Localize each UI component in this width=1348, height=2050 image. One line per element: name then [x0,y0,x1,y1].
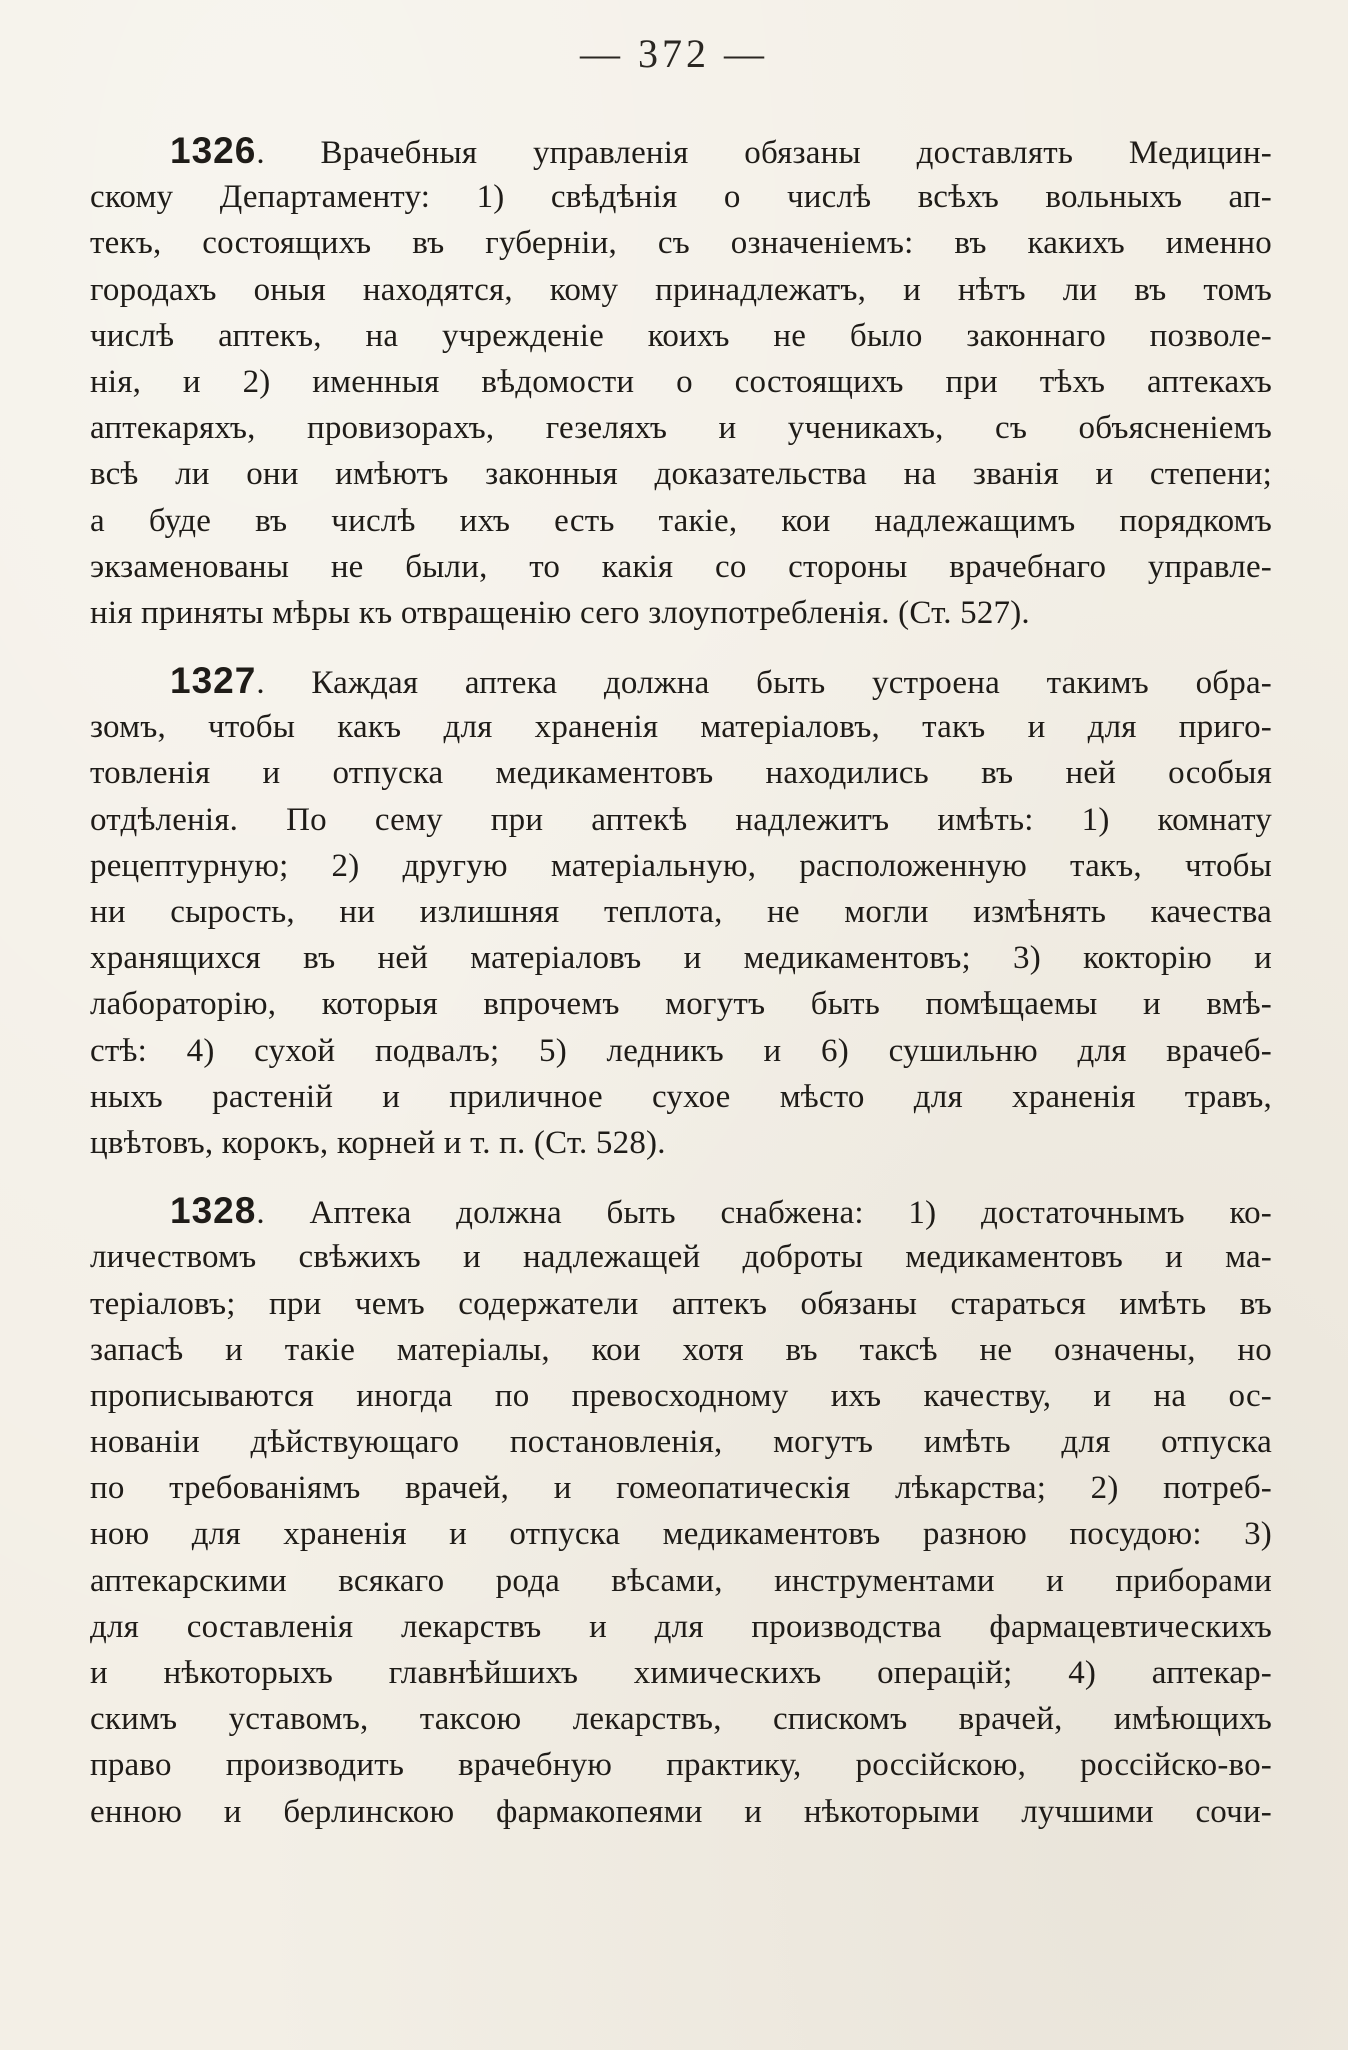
text-line: право производить врачебную практику, россійскою, россійско-во- [90,1747,1272,1784]
article-first-line-text: . Врачебныя управленія обязаны доставлять Медицин- [256,135,1272,171]
article-1328 [90,1188,1272,1835]
text-line: цвѣтовъ, корокъ, корней и т. п. (Ст. 528). [90,1124,666,1161]
text-line: лабораторію, которыя впрочемъ могутъ быть помѣщаемы и вмѣ- [90,986,1272,1023]
article-1326 [90,128,1272,636]
article-first-line [90,128,1272,174]
text-line: ни сырость, ни излишняя теплота, не могли измѣнять качества [90,894,1272,930]
text-line: нованіи дѣйствующаго постановленія, могутъ имѣть для отпуска [90,1424,1272,1461]
article-first-line [90,1188,1272,1234]
text-line: экзаменованы не были, то какія со стороны врачебнаго управле- [90,548,1272,585]
text-block [90,128,1272,1835]
article-number: 1326 [170,130,257,171]
article-gap [90,636,1272,658]
text-line: для составленія лекарствъ и для производства фармацевтическихъ [90,1608,1272,1645]
text-line: нія, и 2) именныя вѣдомости о состоящихъ при тѣхъ аптекахъ [90,363,1272,400]
text-line: зомъ, чтобы какъ для храненія матеріаловъ, такъ и для приго- [90,709,1272,746]
article-1327 [90,658,1272,1166]
text-line: а буде въ числѣ ихъ есть такіе, кои надлежащимъ порядкомъ [90,502,1272,539]
article-gap [90,1166,1272,1188]
text-line: аптекарскими всякаго рода вѣсами, инструментами и приборами [90,1562,1272,1599]
text-line: всѣ ли они имѣютъ законныя доказательства на званія и степени; [90,456,1272,493]
article-number: 1327 [170,660,257,702]
text-line: хранящихся въ ней матеріаловъ и медикаментовъ; 3) кокторію и [90,940,1272,977]
text-line: числѣ аптекъ, на учрежденіе коихъ не было законнаго позволе- [90,317,1272,354]
article-number: 1328 [170,1190,257,1232]
text-line: ною для храненія и отпуска медикаментовъ разною посудою: 3) [90,1516,1272,1553]
article-first-line-text: . Аптека должна быть снабжена: 1) достаточнымъ ко- [256,1195,1272,1232]
text-line: городахъ оныя находятся, кому принадлежатъ, и нѣтъ ли въ томъ [90,271,1272,308]
text-line: ныхъ растеній и приличное сухое мѣсто для храненія травъ, [90,1078,1272,1115]
text-line: и нѣкоторыхъ главнѣйшихъ химическихъ операцій; 4) аптекар- [90,1655,1272,1691]
article-first-line-text: . Каждая аптека должна быть устроена такимъ обра- [256,665,1272,702]
text-line: запасѣ и такіе матеріалы, кои хотя въ таксѣ не означены, но [90,1331,1272,1368]
text-line: отдѣленія. По сему при аптекѣ надлежитъ имѣть: 1) комнату [90,801,1272,838]
text-line: енною и берлинскою фармакопеями и нѣкоторыми лучшими сочи- [90,1793,1272,1830]
text-line: текъ, состоящихъ въ губерніи, съ означеніемъ: въ какихъ именно [90,225,1272,262]
text-line: скому Департаменту: 1) свѣдѣнія о числѣ всѣхъ вольныхъ ап- [90,179,1272,216]
text-line: рецептурную; 2) другую матеріальную, расположенную такъ, чтобы [90,847,1272,884]
text-line: теріаловъ; при чемъ содержатели аптекъ обязаны стараться имѣть въ [90,1285,1272,1322]
text-line: аптекаряхъ, провизорахъ, гезеляхъ и ученикахъ, съ объясненіемъ [90,410,1272,447]
text-line: скимъ уставомъ, таксою лекарствъ, спискомъ врачей, имѣющихъ [90,1701,1272,1738]
text-line: по требованіямъ врачей, и гомеопатическія лѣкарства; 2) потреб- [90,1470,1272,1507]
text-line: стѣ: 4) сухой подвалъ; 5) ледникъ и 6) сушильню для врачеб- [90,1032,1272,1069]
text-line: прописываются иногда по превосходному ихъ качеству, и на ос- [90,1377,1272,1414]
text-line: товленія и отпуска медикаментовъ находились въ ней особыя [90,755,1272,792]
text-line: нія приняты мѣры къ отвращенію сего злоупотребленія. (Ст. 527). [90,594,1030,631]
text-line: личествомъ свѣжихъ и надлежащей доброты медикаментовъ и ма- [90,1239,1272,1276]
page-number: — 372 — [580,31,768,76]
article-first-line [90,658,1272,704]
